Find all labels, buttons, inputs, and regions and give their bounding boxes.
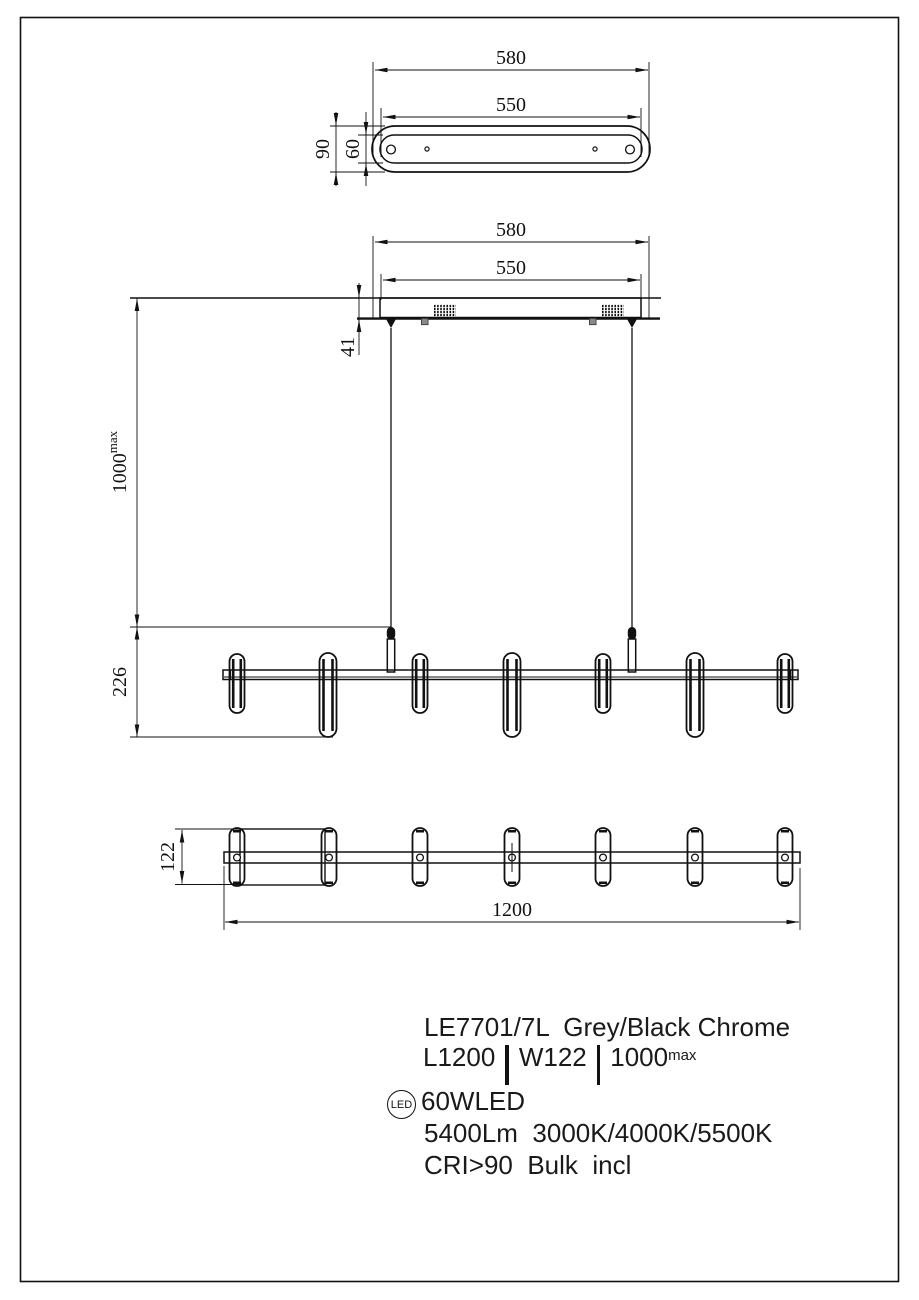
dim-top-inner-height xyxy=(342,112,383,186)
dimensions-summary xyxy=(423,1044,696,1085)
dimension-value: 41 xyxy=(337,337,359,357)
summary-height-superscript: max xyxy=(668,1047,697,1064)
mounting-tab-left xyxy=(422,319,429,325)
screw-hole-right xyxy=(593,147,597,151)
screw xyxy=(417,854,424,861)
summary-width: W122 xyxy=(518,1042,587,1072)
bar-outline xyxy=(223,670,798,680)
summary-length: L1200 xyxy=(423,1042,496,1072)
screw-hole-left xyxy=(425,147,429,151)
lumen-output: 5400Lm 3000K/4000K/5500K xyxy=(424,1118,773,1148)
front-view xyxy=(105,219,798,737)
dim-fixture-width xyxy=(157,829,240,885)
wattage: 60WLED xyxy=(421,1086,526,1116)
rod-right xyxy=(628,639,635,672)
model-title: LE7701/7L Grey/Black Chrome xyxy=(424,1012,791,1042)
screw xyxy=(326,854,333,861)
cable-grip-right xyxy=(628,627,636,640)
lens-discs-elevation xyxy=(230,653,793,737)
canopy-outline-outer xyxy=(372,126,650,172)
lens-disc-large xyxy=(320,653,337,737)
dimension-value: 580 xyxy=(496,47,526,69)
screw xyxy=(600,854,607,861)
dim-fixture-length xyxy=(224,866,800,930)
cable-grip-left xyxy=(387,627,395,640)
dim-canopy-inner-width xyxy=(381,257,641,300)
lens-disc-large xyxy=(687,653,704,737)
summary-height xyxy=(610,1044,696,1070)
cable-cone-right xyxy=(627,319,637,328)
screw xyxy=(234,854,241,861)
dimension-value: 580 xyxy=(496,219,526,241)
mounting-tab-right xyxy=(590,319,597,325)
dimension-value: 122 xyxy=(157,842,179,872)
separator-bar xyxy=(505,1045,509,1085)
cable-hole-right xyxy=(626,145,635,154)
grille-left xyxy=(434,306,456,315)
cable-cone-left xyxy=(386,319,396,328)
lens-disc-small xyxy=(596,654,611,713)
dimension-value: 550 xyxy=(496,257,526,279)
dim-fixture-drop xyxy=(109,627,391,737)
dimension-value: 60 xyxy=(342,139,364,159)
dimension-value xyxy=(105,430,131,493)
lens-disc-small xyxy=(413,654,428,713)
canopy-outline-inner xyxy=(380,135,642,163)
top-view xyxy=(312,47,650,186)
dim-canopy-height xyxy=(337,283,359,357)
cri-bulb-info: CRI>90 Bulk incl xyxy=(424,1150,632,1180)
grille-right xyxy=(602,306,624,315)
dim-suspension-drop xyxy=(105,299,137,628)
led-badge-label: LED xyxy=(390,1098,413,1111)
plan-view xyxy=(157,828,800,930)
cable-hole-left xyxy=(387,145,396,154)
screw xyxy=(782,854,789,861)
screw xyxy=(692,854,699,861)
led-badge-icon xyxy=(387,1090,416,1119)
lens-disc-small xyxy=(778,654,793,713)
dimension-value: 1200 xyxy=(492,899,532,921)
separator-bar xyxy=(597,1045,601,1085)
dimension-value: 550 xyxy=(496,94,526,116)
dimension-superscript: max xyxy=(105,430,120,454)
driver-box xyxy=(240,829,325,885)
screws-plan xyxy=(234,854,789,861)
canopy-body xyxy=(380,298,641,318)
summary-height-number: 1000 xyxy=(610,1042,669,1072)
dimension-value: 226 xyxy=(109,667,131,697)
fixture-bar xyxy=(223,670,798,680)
dimension-value: 90 xyxy=(312,139,334,159)
dimension-number: 1000 xyxy=(109,453,131,494)
lens-disc-small xyxy=(230,654,245,713)
lens-disc-large xyxy=(504,653,521,737)
rod-left xyxy=(387,639,394,672)
